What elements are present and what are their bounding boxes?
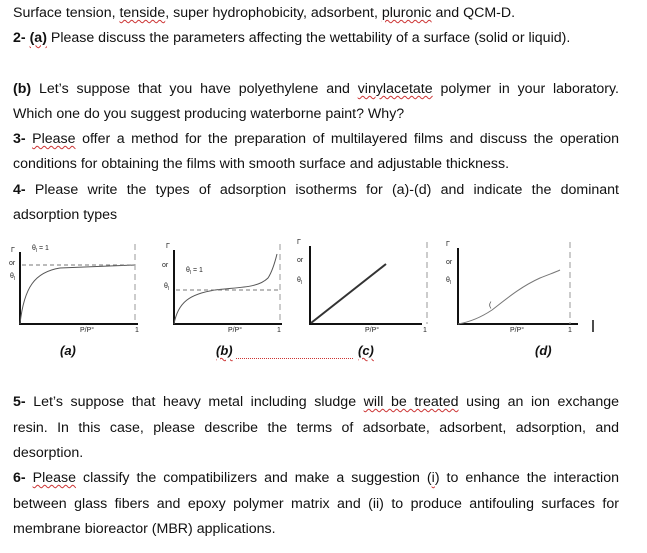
x-axis-one: 1: [568, 327, 572, 334]
x-axis-label: P/P°: [80, 327, 95, 334]
theta-label: $\theta_l$: [297, 277, 303, 286]
gamma-label: Γ: [446, 241, 450, 248]
question-6-line2: [13, 496, 619, 513]
question-4-line1: [13, 182, 619, 199]
graph-b-curve: [174, 254, 277, 324]
question-part-label: (b): [13, 81, 32, 97]
x-axis-one: 1: [277, 327, 281, 334]
question-5-line3: [13, 445, 83, 462]
question-text: resin. In this case, please describe the terms of adsorbate, adsorbent, adsorption, and: [13, 420, 619, 436]
gamma-label: Γ: [11, 247, 15, 254]
graph-label-a: (a): [60, 343, 76, 358]
question-text: Let’s suppose that you have polyethylene and: [31, 81, 358, 97]
header-text: and QCM-D.: [431, 5, 516, 21]
term-will-be-treated: will be treated: [363, 394, 459, 410]
or-label: or: [446, 259, 453, 266]
question-5-line1: [13, 394, 619, 411]
gamma-label: Γ: [166, 243, 170, 250]
header-term-tenside: tenside: [119, 5, 166, 21]
question-2a: [13, 30, 570, 47]
or-label: or: [297, 257, 304, 264]
question-number: 3-: [13, 131, 26, 147]
theta-label: $\theta_l$: [164, 283, 170, 292]
question-text: classify the compatibilizers and make a suggestion (: [76, 470, 432, 486]
question-text: Please: [32, 470, 77, 486]
graph-b-axes: [174, 250, 282, 324]
gamma-label: Γ: [297, 239, 301, 246]
graph-a-curve: [20, 265, 135, 324]
header-text: , super hydrophobicity, adsorbent,: [165, 5, 382, 21]
theta1-label: $\theta_l = 1$: [186, 267, 203, 276]
graph-c: [297, 239, 427, 334]
header-line: [13, 5, 515, 22]
question-text: ) to enhance the interaction: [434, 470, 619, 486]
question-text: offer a method for the preparation of multilayered films and discuss the operation: [75, 131, 619, 147]
graph-label-d: (d): [535, 343, 552, 358]
question-number: 2-: [13, 30, 26, 46]
x-axis-label: P/P°: [228, 327, 243, 334]
x-axis-label: P/P°: [365, 327, 380, 334]
question-6-line1: [13, 470, 619, 487]
graph-d-curve: [458, 270, 560, 324]
question-text: Which one do you suggest producing waterborne paint? Why?: [13, 106, 405, 122]
question-number: 5-: [13, 394, 26, 410]
question-text: desorption.: [13, 445, 84, 461]
graph-c-linear-line: [311, 264, 386, 323]
question-3-line1: [13, 131, 619, 148]
question-text: i: [431, 470, 435, 486]
header-text: Surface tension,: [13, 5, 120, 21]
graph-label-b: (b): [216, 343, 233, 358]
question-text: conditions for obtaining the films with smooth surface and adjustable thickness.: [13, 156, 510, 172]
question-2b-line1: [13, 81, 619, 98]
theta-label: $\theta_l$: [446, 277, 452, 286]
graph-a: [9, 244, 139, 334]
question-6-line3: [13, 521, 276, 538]
theta-label: $\theta_l$: [10, 273, 16, 282]
header-term-pluronic: pluronic: [381, 5, 432, 21]
wavy-underline-decoration: [236, 358, 353, 359]
question-4-line2: [13, 207, 117, 224]
question-3-line2: [13, 156, 509, 173]
question-part-label: (a): [29, 30, 47, 46]
question-text: using an ion exchange: [458, 394, 619, 410]
or-label: or: [162, 262, 169, 269]
x-axis-one: 1: [135, 327, 139, 334]
question-number: 4-: [13, 182, 26, 198]
question-5-line2: [13, 420, 619, 437]
x-axis-label: P/P°: [510, 327, 525, 334]
question-2b-line2: [13, 106, 404, 123]
graph-d-axes: [458, 248, 578, 324]
graph-label-c: (c): [358, 343, 374, 358]
theta1-label: $\theta_l = 1$: [32, 245, 49, 254]
question-text: Please discuss the parameters affecting the wettability of a surface (solid or liquid).: [46, 30, 571, 46]
or-label: or: [9, 260, 16, 267]
x-axis-one: 1: [423, 327, 427, 334]
graph-b: [162, 243, 282, 334]
question-text: Let’s suppose that heavy metal including sludge: [25, 394, 364, 410]
graph-a-axes: [20, 252, 138, 324]
question-text: adsorption types: [13, 207, 118, 223]
term-vinylacetate: vinylacetate: [357, 81, 433, 97]
question-text: membrane bioreactor (MBR) applications.: [13, 521, 276, 537]
question-text: Please: [32, 131, 76, 147]
question-number: 6-: [13, 470, 26, 486]
question-text: between glass fibers and epoxy polymer matrix and (ii) to produce antifouling surfaces for: [13, 496, 619, 512]
graph-c-axes: [310, 246, 422, 324]
graph-d: [446, 241, 593, 334]
graph-d-mark: (: [489, 302, 492, 309]
question-text: Please write the types of adsorption isotherms for (a)-(d) and indicate the dominant: [25, 182, 619, 198]
question-text: polymer in your laboratory.: [432, 81, 619, 97]
